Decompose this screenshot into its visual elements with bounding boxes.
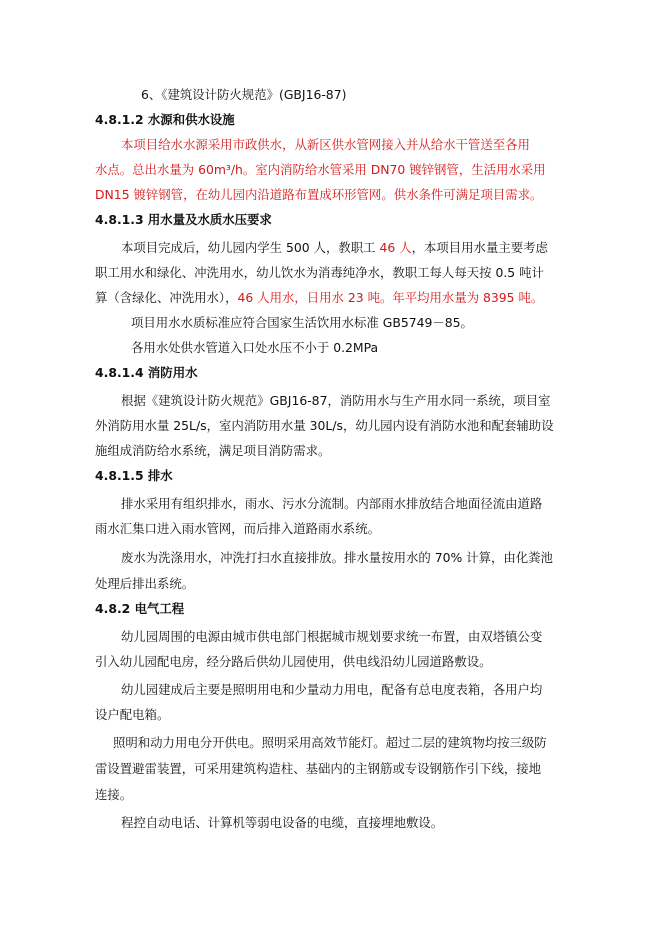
paragraph-line: 程控自动电话、计算机等弱电设备的电缆，直接埋地敷设。 (121, 815, 444, 830)
paragraph-line: 设户配电箱。 (95, 707, 170, 722)
paragraph-line: 处理后排出系统。 (95, 576, 195, 591)
text-span: 本项目完成后，幼儿园内学生 500 人，教职工 (121, 240, 380, 255)
section-heading-electrical: 4.8.2 电气工程 (95, 601, 185, 616)
text-span: ，本项目用水量主要考虑 (411, 240, 548, 255)
paragraph-line: 幼儿园周围的电源由城市供电部门根据城市规划要求统一布置，由双塔镇公变 (121, 629, 543, 644)
paragraph-line (121, 240, 548, 256)
paragraph-line: 各用水处供水管道入口处水压不小于 0.2MPa (131, 340, 379, 355)
paragraph-line: 外消防用水量 25L/s，室内消防用水量 30L/s，幼儿园内设有消防水池和配套辅助设 (95, 418, 554, 433)
section-heading-drainage: 4.8.1.5 排水 (95, 468, 173, 483)
paragraph-line: 项目用水水质标准应符合国家生活饮用水标准 GB5749－85。 (131, 315, 473, 330)
section-heading-water-source: 4.8.1.2 水源和供水设施 (95, 112, 235, 127)
paragraph-line: 废水为洗涤用水，冲洗打扫水直接排放。排水量按用水的 70% 计算，由化粪池 (121, 550, 553, 565)
paragraph-line: 排水采用有组织排水，雨水、污水分流制。内部雨水排放结合地面径流由道路 (121, 496, 543, 511)
water-usage-highlight: 46 人用水，日用水 23 吨。年平均用水量为 8395 吨。 (237, 290, 544, 305)
section-heading-fire-water: 4.8.1.4 消防用水 (95, 365, 198, 380)
paragraph-line: 引入幼儿园配电房，经分路后供幼儿园使用，供电线沿幼儿园道路敷设。 (95, 654, 492, 669)
paragraph-line: DN15 镀锌钢管，在幼儿园内沿道路布置成环形管网。供水条件可满足项目需求。 (95, 187, 543, 202)
staff-count-highlight: 46 人 (379, 240, 412, 255)
paragraph-line: 水点。总出水量为 60m³/h。室内消防给水管采用 DN70 镀锌钢管，生活用水采用 (95, 162, 546, 177)
reference-item-6: 6、《建筑设计防火规范》(GBJ16-87) (141, 87, 347, 102)
paragraph-line: 连接。 (95, 787, 133, 802)
paragraph-line: 根据《建筑设计防火规范》GBJ16-87，消防用水与生产用水同一系统，项目室 (121, 393, 551, 408)
text-span: 算（含绿化、冲洗用水）， (95, 290, 238, 305)
paragraph-line (95, 290, 543, 306)
paragraph-line: 幼儿园建成后主要是照明用电和少量动力用电，配备有总电度表箱，各用户均 (121, 682, 543, 697)
paragraph-line: 职工用水和绿化、冲洗用水，幼儿饮水为消毒纯净水，教职工每人每天按 0.5 吨计 (95, 265, 544, 280)
paragraph-line: 照明和动力用电分开供电。照明采用高效节能灯。超过二层的建筑物均按三级防 (113, 735, 547, 750)
paragraph-line: 本项目给水水源采用市政供水，从新区供水管网接入并从给水干管送至各用 (121, 137, 530, 152)
paragraph-line: 雷设置避雷装置，可采用建筑构造柱、基础内的主钢筋或专设钢筋作引下线，接地 (95, 761, 542, 776)
paragraph-line: 施组成消防给水系统，满足项目消防需求。 (95, 443, 331, 458)
section-heading-water-usage: 4.8.1.3 用水量及水质水压要求 (95, 212, 272, 227)
paragraph-line: 雨水汇集口进入雨水管网，而后排入道路雨水系统。 (95, 521, 380, 536)
